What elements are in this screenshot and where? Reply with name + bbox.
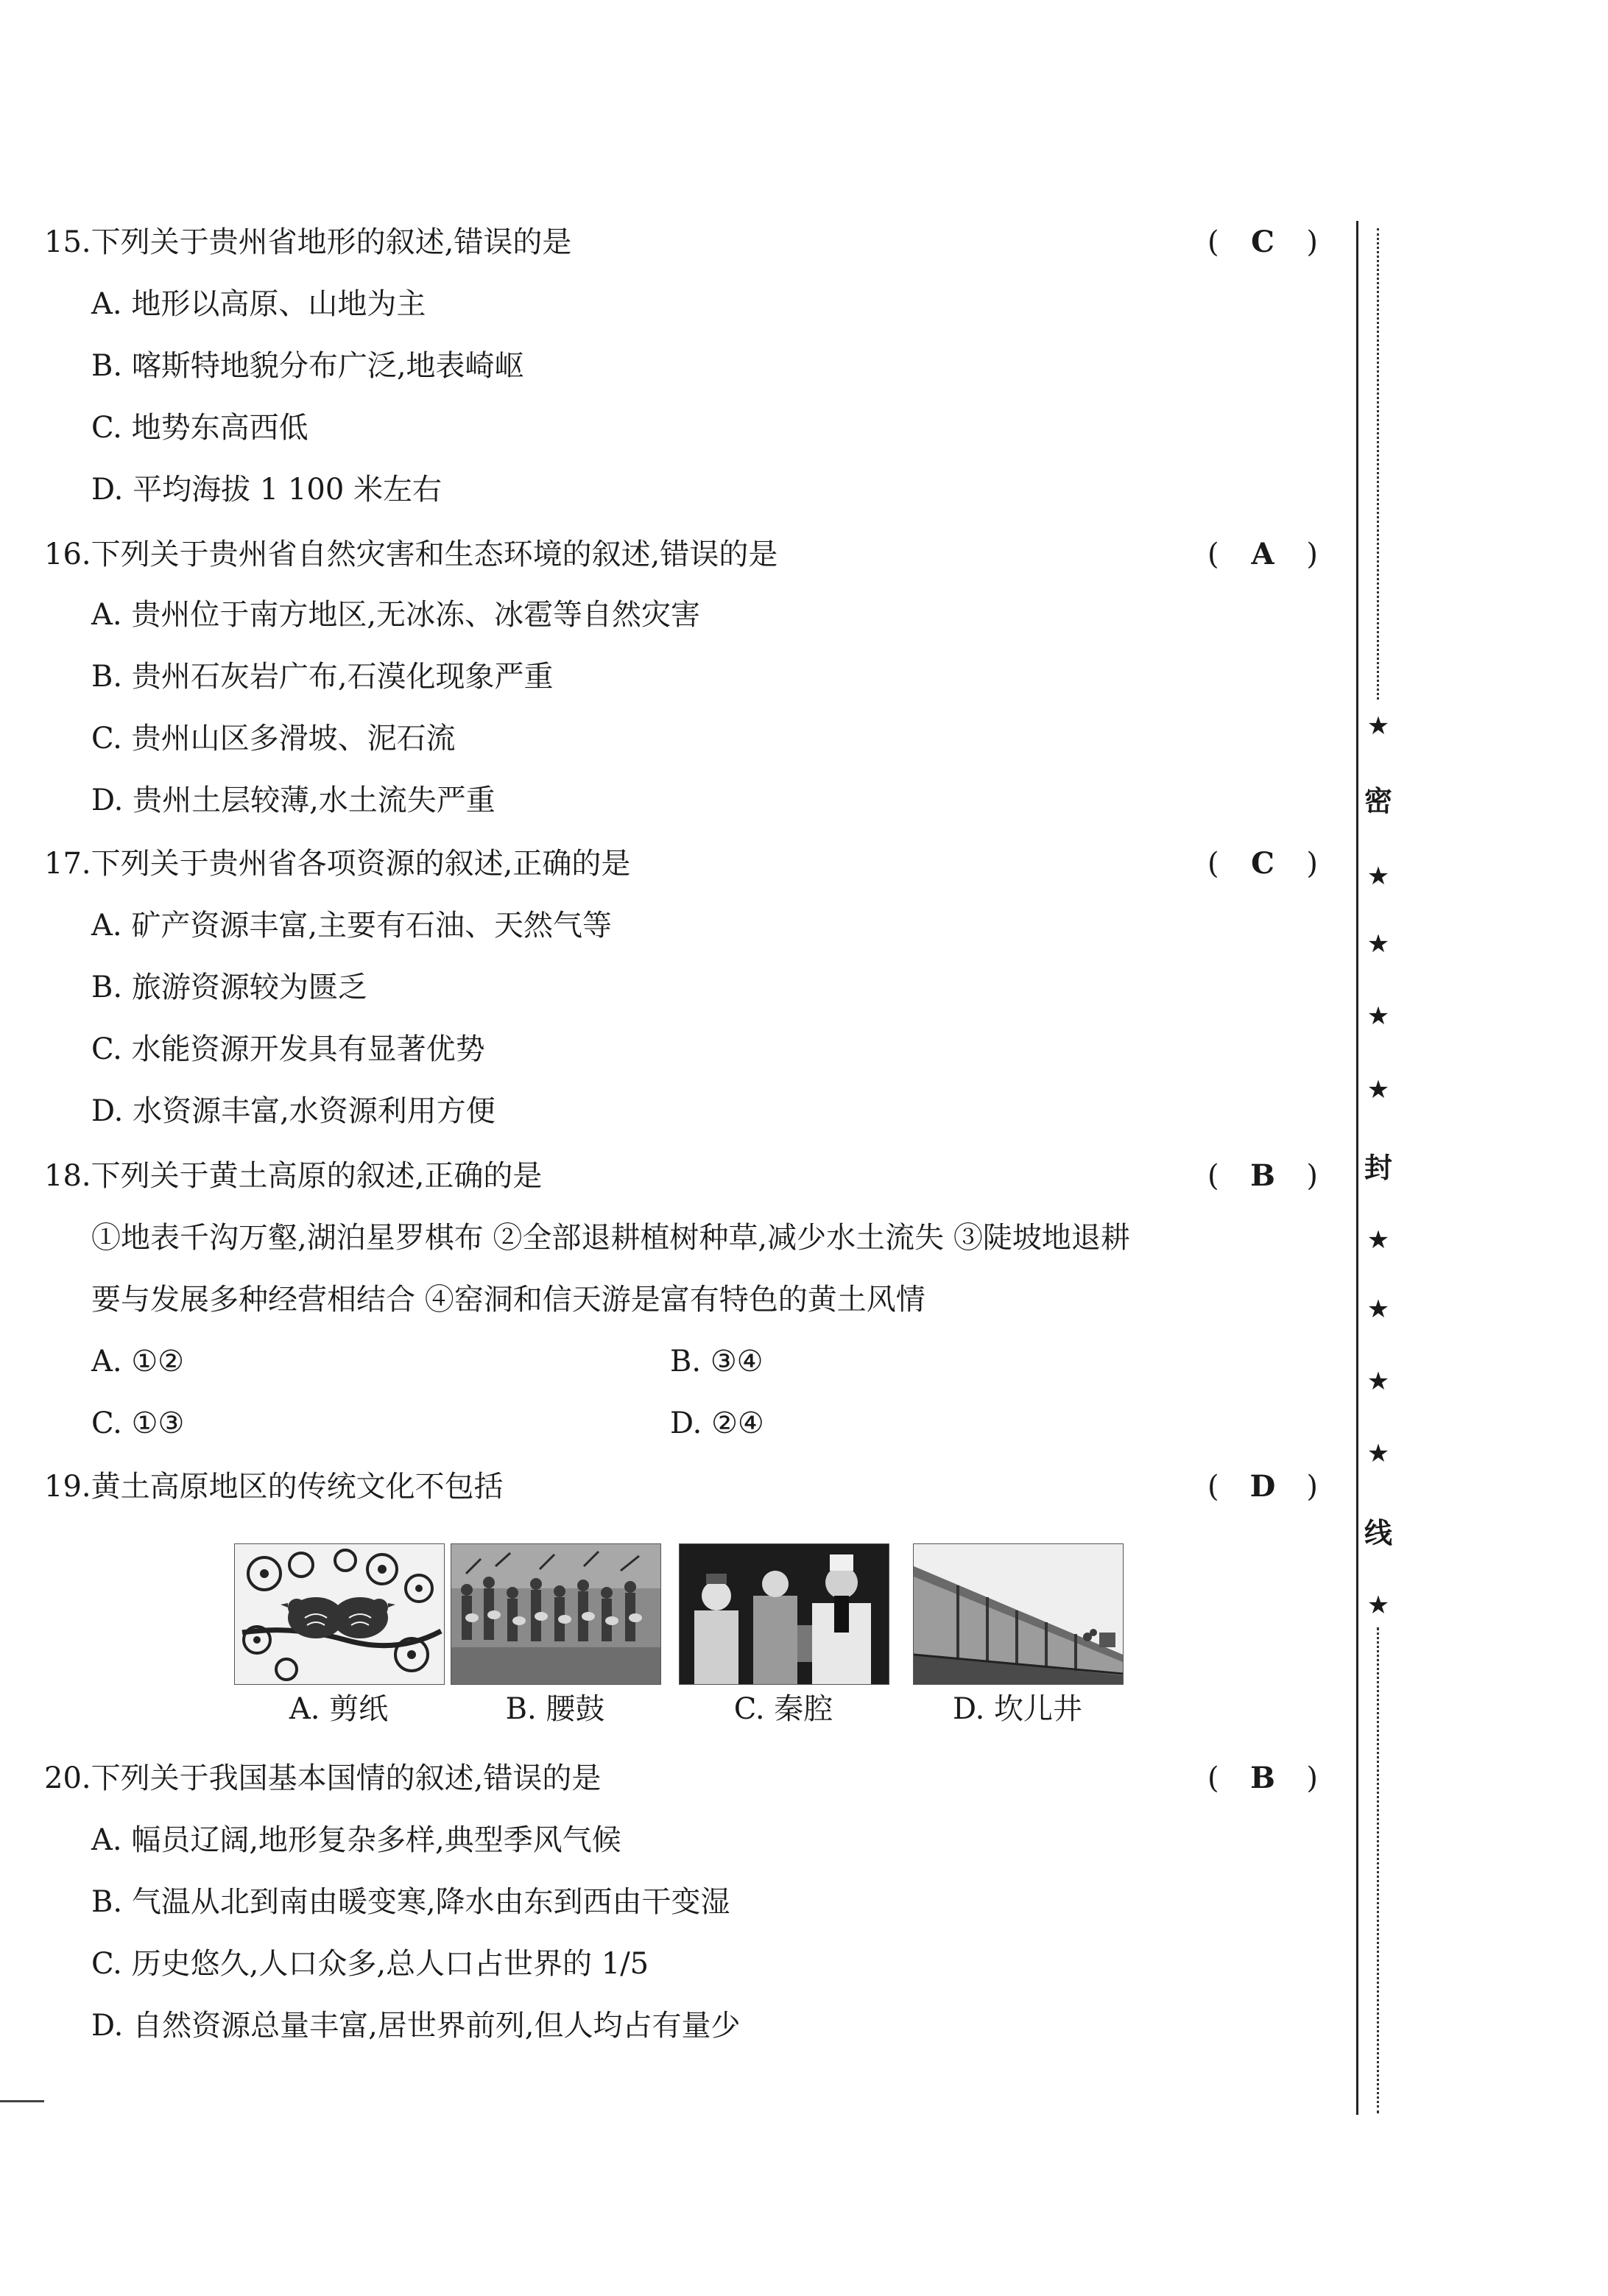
paren-close: ) xyxy=(1306,1470,1318,1504)
star-icon: ★ xyxy=(1367,1225,1390,1255)
question-18-answer xyxy=(1207,1156,1318,1196)
question-15-answer xyxy=(1207,222,1318,262)
question-18-option-b: B. ③④ xyxy=(670,1345,764,1378)
answer-letter: C xyxy=(1251,225,1274,259)
paren-close: ) xyxy=(1306,1761,1318,1795)
picture-caption-d: D. 坎儿井 xyxy=(952,1692,1083,1726)
seal-word-feng: 封 xyxy=(1364,1151,1392,1184)
paren-open: ( xyxy=(1207,1761,1219,1795)
seal-solid-line xyxy=(1356,221,1358,2115)
question-16-option-b: B. 贵州石灰岩广布,石漠化现象严重 xyxy=(91,660,554,694)
paper-cutting-image xyxy=(234,1543,445,1685)
star-icon: ★ xyxy=(1367,929,1390,959)
question-20-stem: 20.下列关于我国基本国情的叙述,错误的是 xyxy=(44,1761,602,1795)
question-15-option-d: D. 平均海拔 1 100 米左右 xyxy=(91,473,442,507)
question-18-stem: 18.下列关于黄土高原的叙述,正确的是 xyxy=(44,1159,543,1193)
seal-dotted-line-bottom xyxy=(1377,1627,1379,2113)
waist-drum-image xyxy=(451,1543,661,1685)
question-20-option-b: B. 气温从北到南由暖变寒,降水由东到西由干变湿 xyxy=(91,1885,730,1919)
question-16-option-c: C. 贵州山区多滑坡、泥石流 xyxy=(91,722,456,756)
question-18-statements-line-2: 要与发展多种经营相结合 ④窑洞和信天游是富有特色的黄土风情 xyxy=(91,1283,925,1317)
paren-close: ) xyxy=(1306,1159,1318,1193)
question-16-option-a: A. 贵州位于南方地区,无冰冻、冰雹等自然灾害 xyxy=(91,598,701,632)
star-icon: ★ xyxy=(1367,1591,1390,1620)
picture-caption-c: C. 秦腔 xyxy=(733,1692,833,1726)
question-20-option-a: A. 幅员辽阔,地形复杂多样,典型季风气候 xyxy=(91,1823,621,1857)
question-18-option-d: D. ②④ xyxy=(670,1406,764,1440)
question-20-option-c: C. 历史悠久,人口众多,总人口占世界的 1/5 xyxy=(91,1947,649,1981)
picture-caption-a: A. 剪纸 xyxy=(289,1692,389,1726)
question-18-option-c: C. ①③ xyxy=(91,1406,185,1440)
question-16-option-d: D. 贵州土层较薄,水土流失严重 xyxy=(91,783,496,817)
paren-open: ( xyxy=(1207,225,1219,259)
question-16-stem: 16.下列关于贵州省自然灾害和生态环境的叙述,错误的是 xyxy=(44,538,778,571)
star-icon: ★ xyxy=(1367,1075,1390,1105)
picture-caption-b: B. 腰鼓 xyxy=(505,1692,605,1726)
star-icon: ★ xyxy=(1367,711,1390,741)
question-15-stem: 15.下列关于贵州省地形的叙述,错误的是 xyxy=(44,225,572,259)
question-17-option-b: B. 旅游资源较为匮乏 xyxy=(91,971,367,1004)
question-15-option-a: A. 地形以高原、山地为主 xyxy=(91,287,426,321)
question-15-option-c: C. 地势东高西低 xyxy=(91,411,308,445)
star-icon: ★ xyxy=(1367,1367,1390,1396)
star-icon: ★ xyxy=(1367,1439,1390,1468)
question-18-option-a: A. ①② xyxy=(91,1345,185,1378)
question-17-option-c: C. 水能资源开发具有显著优势 xyxy=(91,1032,485,1066)
seal-word-xian: 线 xyxy=(1364,1516,1392,1549)
question-15-option-b: B. 喀斯特地貌分布广泛,地表崎岖 xyxy=(91,349,524,383)
answer-letter: D xyxy=(1249,1469,1276,1504)
answer-letter: A xyxy=(1251,537,1274,571)
question-19-answer xyxy=(1207,1467,1318,1507)
corner-crop-mark xyxy=(0,2100,44,2102)
paren-open: ( xyxy=(1207,1470,1219,1504)
question-17-stem: 17.下列关于贵州省各项资源的叙述,正确的是 xyxy=(44,847,631,881)
star-icon: ★ xyxy=(1367,1295,1390,1324)
paren-close: ) xyxy=(1306,538,1318,571)
answer-letter: B xyxy=(1250,1761,1275,1795)
seal-word-mi: 密 xyxy=(1364,784,1392,817)
question-16-answer xyxy=(1207,535,1318,574)
star-icon: ★ xyxy=(1367,862,1390,891)
answer-letter: C xyxy=(1251,846,1274,881)
question-18-statements-line-1: ①地表千沟万壑,湖泊星罗棋布 ②全部退耕植树种草,减少水土流失 ③陡坡地退耕 xyxy=(91,1221,1130,1255)
karez-diagram-image xyxy=(913,1543,1124,1685)
question-20-answer xyxy=(1207,1758,1318,1798)
seal-dotted-line-top xyxy=(1377,228,1379,700)
question-20-option-d: D. 自然资源总量丰富,居世界前列,但人均占有量少 xyxy=(91,2009,741,2043)
paren-close: ) xyxy=(1306,225,1318,259)
paren-open: ( xyxy=(1207,538,1219,571)
paren-open: ( xyxy=(1207,1159,1219,1193)
answer-letter: B xyxy=(1250,1158,1275,1193)
question-19-stem: 19.黄土高原地区的传统文化不包括 xyxy=(44,1470,504,1504)
paren-open: ( xyxy=(1207,847,1219,881)
question-17-option-d: D. 水资源丰富,水资源利用方便 xyxy=(91,1094,496,1128)
question-17-option-a: A. 矿产资源丰富,主要有石油、天然气等 xyxy=(91,909,613,943)
qin-opera-image xyxy=(679,1543,889,1685)
question-17-answer xyxy=(1207,844,1318,884)
star-icon: ★ xyxy=(1367,1001,1390,1031)
paren-close: ) xyxy=(1306,847,1318,881)
